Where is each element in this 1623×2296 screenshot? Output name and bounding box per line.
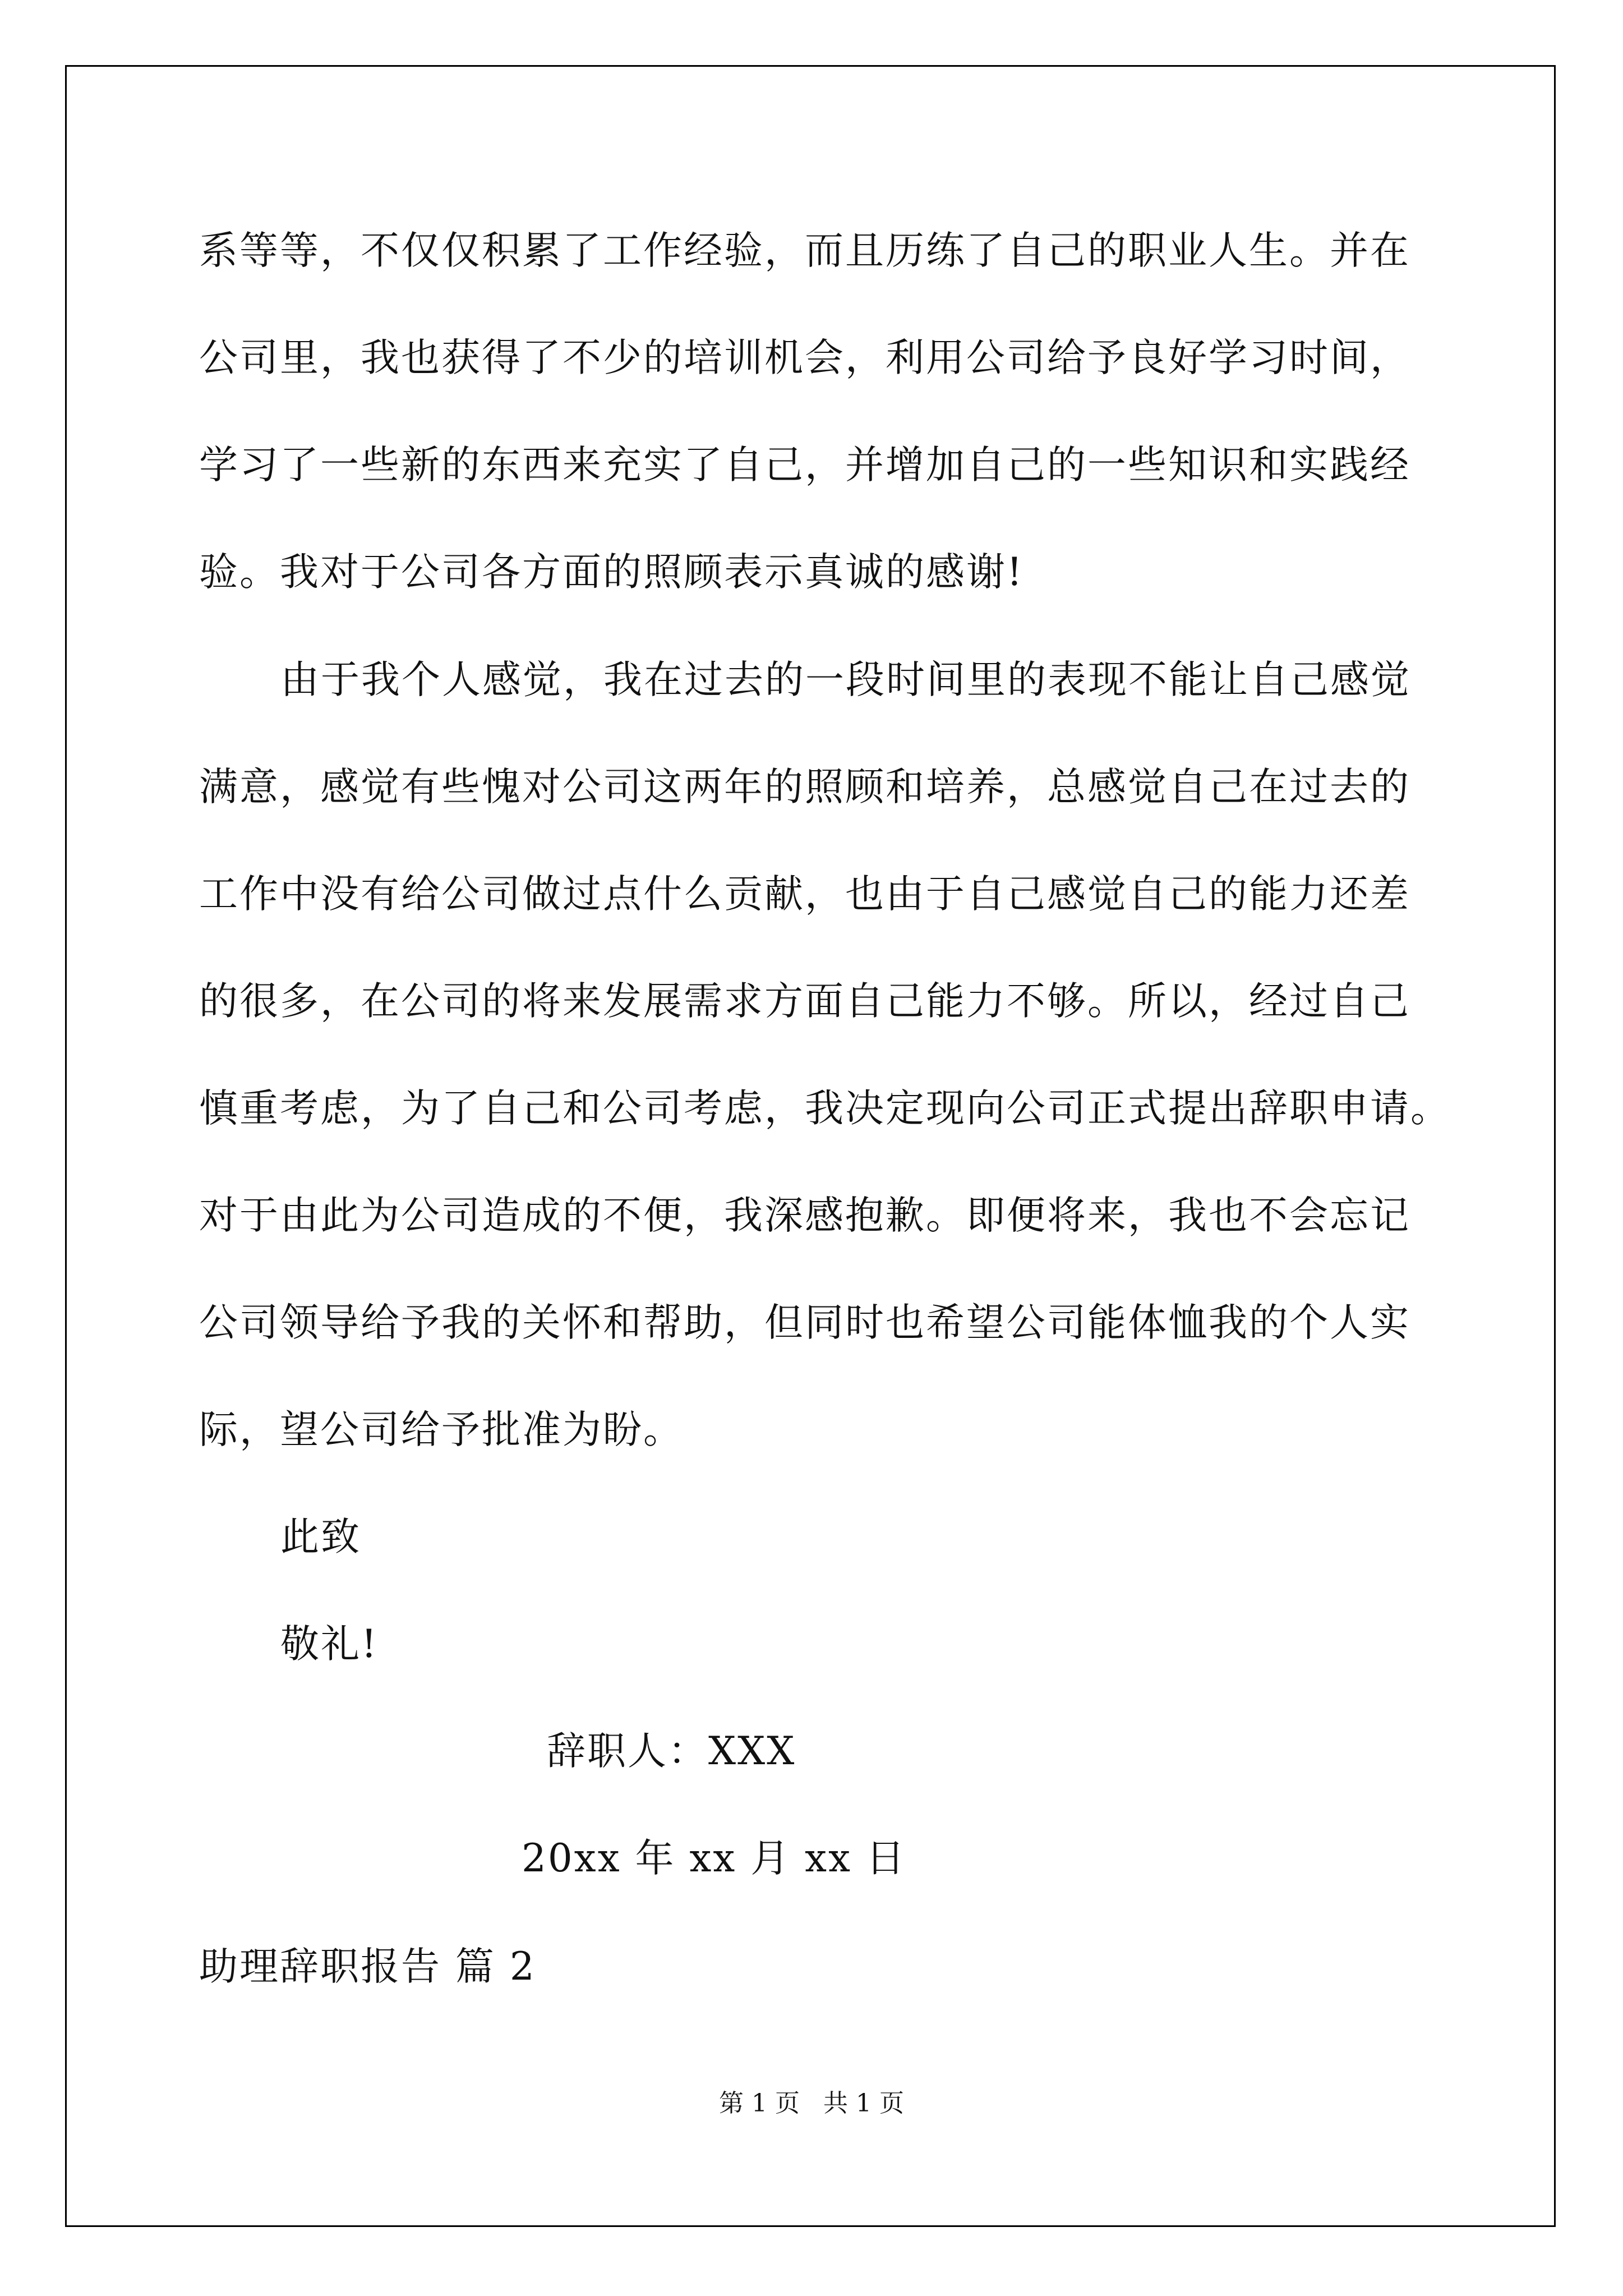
page-border (65, 65, 1556, 2227)
body-line: 公司里，我也获得了不少的培训机会，利用公司给予良好学习时间， (199, 335, 1410, 380)
body-line: 由于我个人感觉，我在过去的一段时间里的表现不能让自己感觉 (280, 657, 1411, 702)
section-title: 助理辞职报告 篇 2 (199, 1944, 536, 1989)
salutation-line: 敬礼! (280, 1622, 379, 1667)
body-line: 对于由此为公司造成的不便，我深感抱歉。即便将来，我也不会忘记 (199, 1193, 1410, 1238)
body-line: 慎重考虑，为了自己和公司考虑，我决定现向公司正式提出辞职申请。 (199, 1086, 1451, 1131)
body-line: 公司领导给予我的关怀和帮助，但同时也希望公司能体恤我的个人实 (199, 1300, 1410, 1345)
signature-line: 辞职人：XXX (547, 1729, 796, 1774)
page-footer: 第 1 页 共 1 页 (719, 2089, 904, 2118)
body-line: 工作中没有给公司做过点什么贡献，也由于自己感觉自己的能力还差 (199, 872, 1410, 917)
body-line: 际，望公司给予批准为盼。 (199, 1407, 684, 1452)
body-line: 学习了一些新的东西来充实了自己，并增加自己的一些知识和实践经 (199, 443, 1410, 487)
closing-line: 此致 (280, 1515, 361, 1559)
body-line: 满意，感觉有些愧对公司这两年的照顾和培养，总感觉自己在过去的 (199, 765, 1410, 809)
body-line: 验。我对于公司各方面的照顾表示真诚的感谢! (199, 550, 1024, 595)
date-line: 20xx 年 xx 月 xx 日 (522, 1836, 906, 1881)
body-line: 系等等，不仅仅积累了工作经验，而且历练了自己的职业人生。并在 (199, 228, 1410, 273)
body-line: 的很多，在公司的将来发展需求方面自己能力不够。所以，经过自己 (199, 979, 1410, 1024)
